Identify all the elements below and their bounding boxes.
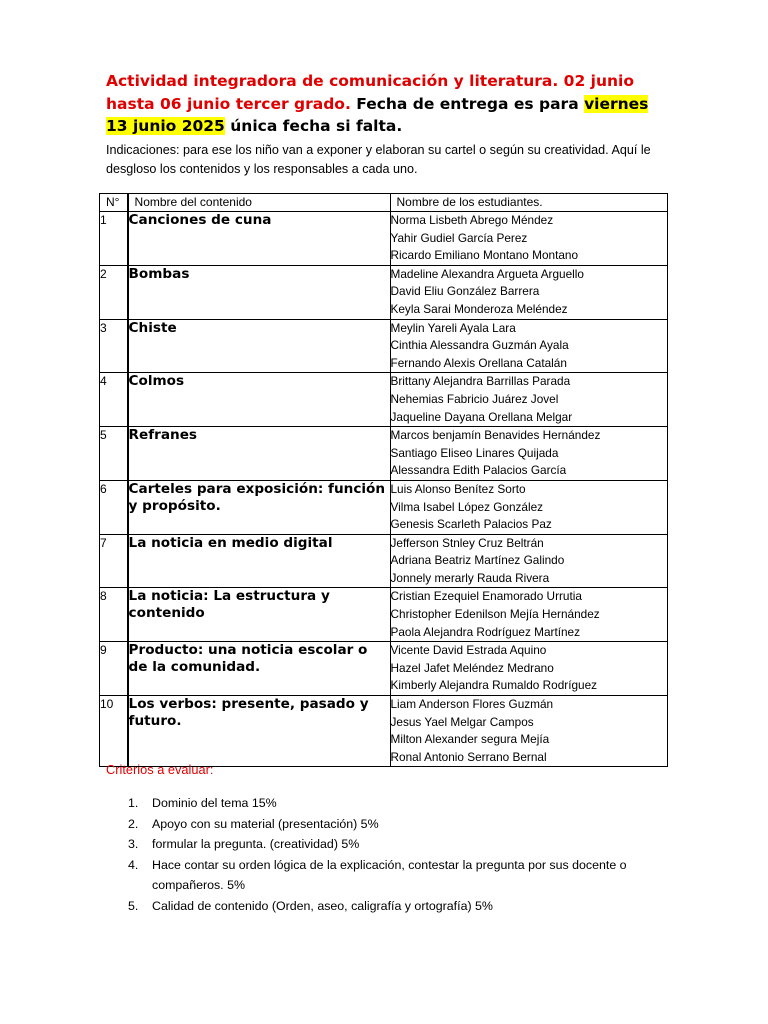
table-row (100, 319, 668, 373)
student-name: Adriana Beatriz Martínez Galindo (390, 553, 565, 568)
student-name: David Eliu González Barrera (390, 284, 540, 299)
row-topic: La noticia en medio digital (128, 534, 390, 588)
row-topic: Carteles para exposición: función y propósito. (128, 480, 390, 534)
assignments-table (99, 193, 668, 767)
row-topic: Chiste (128, 319, 390, 373)
table-row (100, 642, 668, 696)
student-name: Christopher Edenilson Mejía Hernández (390, 607, 600, 622)
student-name: Vilma Isabel López González (390, 499, 544, 514)
criteria-number: 1. (128, 796, 139, 810)
student-name: Norma Lisbeth Abrego Méndez (390, 213, 554, 227)
row-students (390, 534, 668, 588)
student-name: Jesus Yael Melgar Campos (390, 714, 534, 729)
title-activity: Actividad integradora de comunicación y literatura. 02 junio hasta 06 junio tercer grado. (106, 72, 634, 113)
student-name: Yahir Gudiel García Perez (390, 230, 528, 245)
row-number: 5 (100, 427, 128, 481)
criteria-item (106, 834, 666, 855)
row-number: 4 (100, 373, 128, 427)
criteria-number: 2. (128, 816, 139, 831)
header-students: Nombre de los estudiantes. (390, 194, 668, 212)
criteria-number: 3. (128, 837, 139, 851)
criteria-text: Calidad de contenido (Orden, aseo, caligrafía y ortografía) 5% (152, 898, 493, 913)
table-row (100, 427, 668, 481)
title-note: única fecha si falta. (224, 117, 403, 135)
table-row (100, 534, 668, 588)
row-students (390, 480, 668, 534)
row-number: 9 (100, 642, 128, 696)
title-deadline-highlight: viernes 13 junio 2025 (106, 94, 649, 135)
row-number: 3 (100, 319, 128, 373)
row-topic: Refranes (128, 427, 390, 481)
row-topic: Canciones de cuna (128, 212, 390, 266)
title-delivery: Fecha de entrega es para (350, 94, 585, 113)
student-name: Jefferson Stnley Cruz Beltrán (390, 535, 544, 550)
row-number: 6 (100, 480, 128, 534)
criteria-number: 4. (128, 857, 139, 872)
student-name: Kimberly Alejandra Rumaldo Rodríguez (390, 678, 598, 693)
criteria-text: Apoyo con su material (presentación) 5% (152, 816, 379, 831)
criteria-title: Criterios a evaluar: (106, 762, 214, 777)
document-title (106, 70, 666, 138)
row-students (390, 427, 668, 481)
table-row (100, 373, 668, 427)
row-students (390, 265, 668, 319)
row-number: 8 (100, 588, 128, 642)
row-topic: La noticia: La estructura y contenido (128, 588, 390, 642)
criteria-text: Hace contar su orden lógica de la explicación, contestar la pregunta por sus docente o compañeros. 5% (152, 857, 627, 892)
student-name: Genesis Scarleth Palacios Paz (390, 517, 552, 532)
header-content: Nombre del contenido (128, 194, 390, 212)
student-name: Santiago Eliseo Linares Quijada (390, 445, 559, 460)
student-name: Meylin Yareli Ayala Lara (390, 320, 516, 335)
criteria-item (106, 814, 666, 835)
row-number: 7 (100, 534, 128, 588)
criteria-text: formular la pregunta. (creatividad) 5% (152, 837, 360, 851)
row-students (390, 319, 668, 373)
row-topic: Producto: una noticia escolar o de la comunidad. (128, 642, 390, 696)
student-name: Paola Alejandra Rodríguez Martínez (390, 624, 581, 639)
row-topic: Bombas (128, 265, 390, 319)
row-number: 10 (100, 696, 128, 767)
row-topic: Colmos (128, 373, 390, 427)
student-name: Keyla Sarai Monderoza Meléndez (390, 301, 568, 316)
student-name: Madeline Alexandra Argueta Arguello (390, 266, 584, 281)
student-name: Jaqueline Dayana Orellana Melgar (390, 409, 573, 424)
row-students (390, 642, 668, 696)
row-number: 1 (100, 212, 128, 266)
student-name: Hazel Jafet Meléndez Medrano (390, 660, 554, 675)
row-students (390, 373, 668, 427)
criteria-text: Dominio del tema 15% (152, 796, 277, 810)
row-students (390, 588, 668, 642)
criteria-number: 5. (128, 898, 139, 913)
student-name: Ricardo Emiliano Montano Montano (390, 248, 579, 263)
table-row (100, 588, 668, 642)
row-number: 2 (100, 265, 128, 319)
student-name: Fernando Alexis Orellana Catalán (390, 355, 567, 370)
student-name: Milton Alexander segura Mejía (390, 732, 550, 747)
student-name: Luis Alonso Benítez Sorto (390, 481, 526, 496)
student-name: Liam Anderson Flores Guzmán (390, 697, 554, 712)
row-students (390, 212, 668, 266)
student-name: Marcos benjamín Benavides Hernández (390, 428, 601, 443)
header-number: N° (100, 194, 128, 212)
table-row (100, 696, 668, 767)
student-name: Brittany Alejandra Barrillas Parada (390, 374, 571, 389)
student-name: Jonnely merarly Rauda Rivera (390, 570, 550, 585)
student-name: Ronal Antonio Serrano Bernal (390, 749, 547, 764)
table-row (100, 212, 668, 266)
criteria-item (106, 793, 666, 814)
table-header-row (100, 194, 668, 212)
student-name: Cristian Ezequiel Enamorado Urrutia (390, 589, 582, 604)
student-name: Vicente David Estrada Aquino (390, 643, 547, 658)
table-row (100, 480, 668, 534)
student-name: Alessandra Edith Palacios García (390, 463, 567, 478)
row-students (390, 696, 668, 767)
row-topic: Los verbos: presente, pasado y futuro. (128, 696, 390, 767)
criteria-list (106, 793, 666, 916)
student-name: Cinthia Alessandra Guzmán Ayala (390, 338, 569, 353)
student-name: Nehemias Fabricio Juárez Jovel (390, 391, 559, 406)
criteria-item (106, 855, 666, 896)
table-row (100, 265, 668, 319)
instructions-paragraph: Indicaciones: para ese los niño van a exponer y elaboran su cartel o según su creatividad. Aquí le desgloso los contenidos y los responsables a cada uno. (106, 143, 651, 176)
criteria-item (106, 896, 666, 917)
